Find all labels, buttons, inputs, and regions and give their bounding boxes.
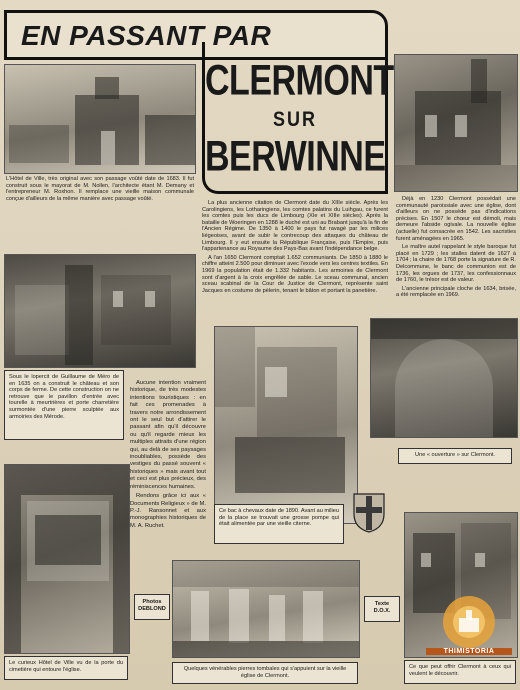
title-box: [202, 42, 394, 194]
caption-porte: Le curieux Hôtel de Ville vu de la porte du cimetière qui entoure l'église.: [4, 656, 128, 680]
photo-castle: [4, 254, 196, 368]
article-center-p2: A l'an 1650 Clermont comptait 1.652 communiants. De 1850 à 1880 le chiffre atteint 2.500 pour diminuer avec l'exode vers les centres textiles. En 1969 la population était de 1.332 habitants. Les armoiries de Clermont sont d'argent à la croix engrêlée de sable. Le sceau communal, ancien sceau scabinal de la Cour de Justice de Clermont, représente saint Jacques en costume de pèlerin, tenant le bâton et portant la panetière.: [202, 254, 388, 294]
caption-bac: Ce bac à chevaux date de 1890. Avant au milieu de la place se trouvait une grosse pompe qui était alimentée par une vieille citerne.: [214, 504, 344, 544]
article-right-p2: Le maître autel rappelant le style baroque fut placé en 1729 ; les stalles datent de 1627 à 1704 ; la chaire de 1768 porte la signature de R. Delcommune, le banc de communion est de 1736, les orgues de 1737, les confessionnaux de 1760, le trésor est de valeur.: [396, 244, 516, 284]
caption-lopercit: Sous le lopercit de Guillaume de Méro de en 1635 on a construit le château et son corps de ferme. De cette construction on ne retrouve que le pavillon d'entrée avec tourelle à meurtrières et porte charretière surmontée d'une pierre sculptée aux armoiries des Mérode.: [4, 370, 124, 440]
photo-porte: [4, 464, 130, 654]
credit-texte-label: Texte: [374, 601, 390, 607]
photo-church: [394, 54, 518, 192]
title-sur: SUR: [272, 106, 317, 131]
article-right: [396, 196, 516, 301]
photo-hotel-de-ville: [4, 64, 196, 174]
caption-hotel-de-ville: L'Hôtel de Ville, très original avec son passage voûté date de 1683. Il fut construit sous le mayorat de M. Nollen, l'architecte étant M. Demany et l'entrepreneur M. Roxhon. Il remplace une vieille maison communale conçue d'ailleurs de la même manière avec passage voûté.: [6, 176, 194, 202]
article-center-p1: La plus ancienne citation de Clermont date du XIIIe siècle. Après les Carolingiens, les Lotharingiens, les comtes palatins du Luihgau, ce furent les comtes puis les ducs de Limbourg (XIe et XIIIe siècles). Après la bataille de Woeringen en 1288 le duché est uni au Brabant jusqu'à la fin de l'Ancien Régime. De 1350 à 1400 le pays fut ravagé par les milices liégeoises, avant de subir le contrecoup des attaques du château de Limbourg. Il y eut ensuite la République Française, puis l'Empire, puis l'appartenance au Royaume des Pays-Bas avant l'indépendance belge.: [202, 200, 388, 253]
caption-tombales: Quelques vénérables pierres tombales qui s'appuient sur la vieille église de Clermont.: [172, 662, 358, 684]
credit-photos-name: DEBLOND: [138, 606, 166, 612]
thimistoria-logo: [426, 590, 512, 682]
article-right-p3: L'ancienne principale cloche de 1634, brisée, a été remplacée en 1969.: [396, 285, 516, 299]
thimistoria-logo-icon: [426, 590, 512, 648]
credit-photos: [134, 594, 170, 620]
credit-photos-label: Photos: [142, 599, 162, 605]
banner-title: EN PASSANT PAR: [21, 20, 272, 51]
credit-texte: [364, 596, 400, 622]
photo-tombales: [172, 560, 360, 658]
thimistoria-logo-text: THIMISTORIA: [426, 648, 512, 655]
article-center: [202, 200, 388, 296]
article-narrow-p2: Rendons grâce ici aux « Documents Religieux » de M. P.-J. Ransonnet et aux monographies historiques de M. A. Ruchet.: [130, 493, 206, 529]
photo-fountain: [214, 326, 358, 524]
caption-reminiscence: Ce que peut offrir Clermont à ceux qui veulent le découvrir.: [404, 660, 516, 684]
title-berwinne: BERWINNE: [205, 133, 386, 181]
credit-texte-name: D.O.X.: [373, 608, 391, 614]
article-narrow-p1: Aucune intention vraiment historique, de très modestes intentions touristiques : en fait ces promenades à travers notre arrondissement ont le seul but d'attirer le passant afin qu'il découvre ou qu'il regarde mieux les multiples attraits d'une région qui, au delà de ses paysages inoubliables, possède des vestiges du passé souvent « historiques » mais avant tout et ceci est plus précieux, des réminiscences humaines.: [130, 380, 206, 490]
title-clermont: CLERMONT: [205, 57, 394, 105]
coat-of-arms-icon: [352, 492, 386, 534]
article-right-p1: Déjà en 1230 Clermont possédait une communauté paroissiale avec une église, dont d'ailleurs on ne possède pas d'indications précises. En 1507 le chœur est démoli, mais demeure l'abside ogivale. La nouvelle église (actuelle) fut consacrée en 1542. Les sacristies furent aménagées en 1965.: [396, 196, 516, 242]
article-narrow: [130, 380, 206, 532]
photo-archway: [370, 318, 518, 438]
caption-ouverture: Une « ouverture » sur Clermont.: [398, 448, 512, 464]
